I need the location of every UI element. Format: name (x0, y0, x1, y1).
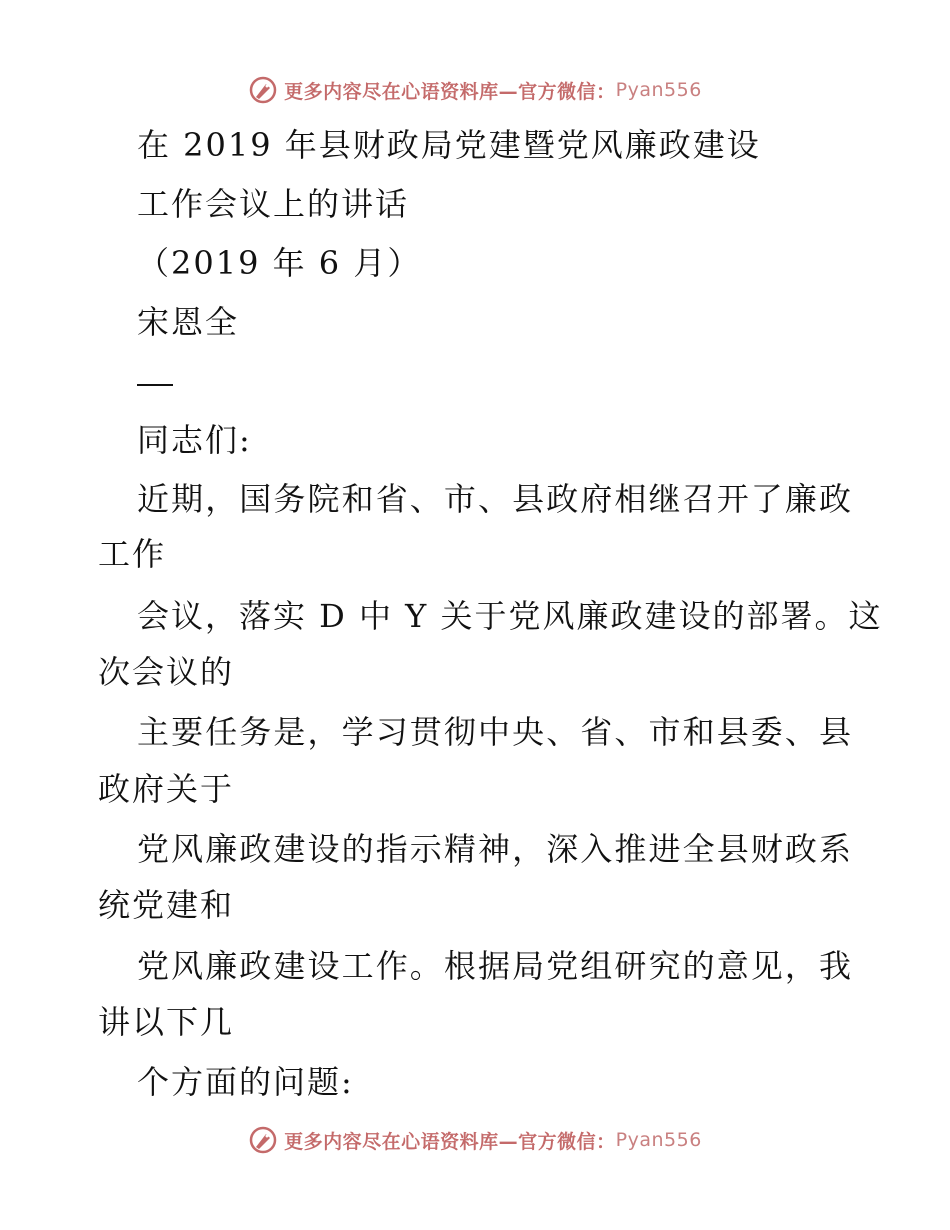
watermark-text: 更多内容尽在心语资料库—官方微信： (284, 1130, 616, 1153)
document-title-line-2: 工作会议上的讲话 (137, 185, 410, 223)
paragraph-line: 工作 (98, 535, 167, 573)
paragraph-line: 党风廉政建设的指示精神，深入推进全县财政系 (137, 830, 853, 868)
watermark-footer (0, 1120, 950, 1160)
pen-nib-logo-icon (248, 1125, 278, 1155)
paragraph-line: 次会议的 (98, 653, 235, 691)
document-author: 宋恩全 (137, 303, 240, 341)
watermark-text: 更多内容尽在心语资料库—官方微信： (284, 80, 616, 103)
document-title-line-1: 在 2019 年县财政局党建暨党风廉政建设 (137, 126, 761, 164)
paragraph-line: 党风廉政建设工作。根据局党组研究的意见，我 (137, 947, 853, 985)
paragraph-line: 讲以下几 (98, 1003, 235, 1041)
paragraph-line: 主要任务是，学习贯彻中央、省、市和县委、县 (137, 713, 853, 751)
paragraph-line: 统党建和 (98, 886, 235, 924)
document-date: （2019 年 6 月） (137, 244, 422, 282)
pen-nib-logo-icon (248, 75, 278, 105)
paragraph-line: 政府关于 (98, 770, 235, 808)
paragraph-line: 个方面的问题: (137, 1063, 354, 1101)
paragraph-line: 近期，国务院和省、市、县政府相继召开了廉政 (137, 480, 853, 518)
watermark-header (0, 70, 950, 110)
watermark-wechat-id: Pyan556 (615, 79, 702, 101)
greeting: 同志们: (137, 421, 252, 459)
section-divider (137, 384, 173, 386)
paragraph-line: 会议，落实 D 中 Y 关于党风廉政建设的部署。这 (137, 597, 883, 635)
watermark-wechat-id: Pyan556 (615, 1129, 702, 1151)
